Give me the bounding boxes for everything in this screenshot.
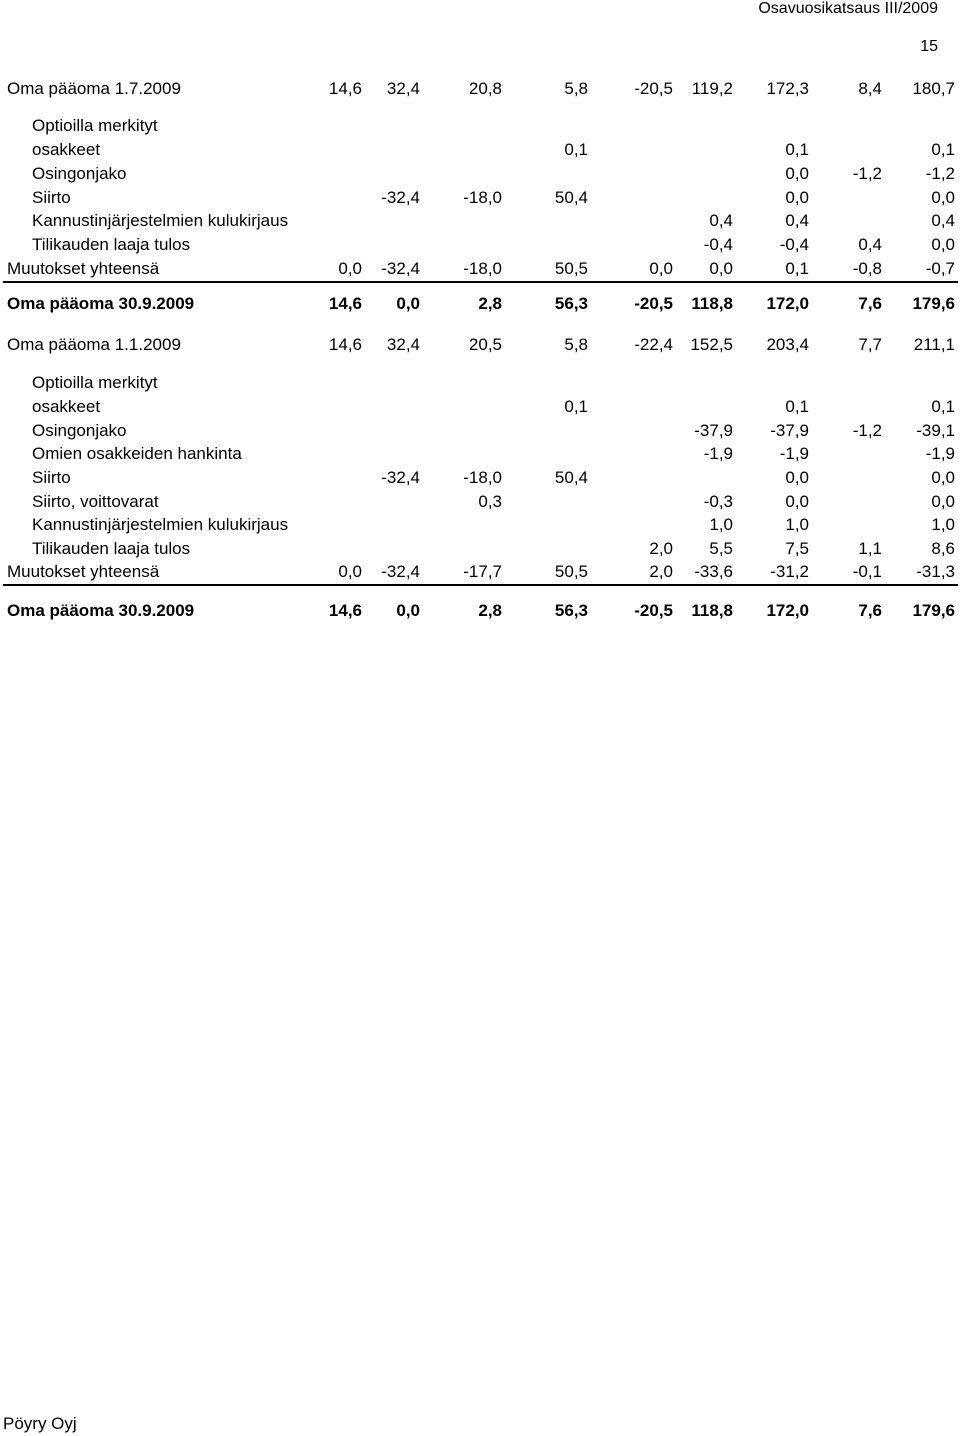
- table-cell: 56,3: [554, 601, 588, 620]
- table-cell: -37,9: [770, 421, 809, 440]
- table-cell: 50,5: [554, 259, 588, 278]
- row-label: Omien osakkeiden hankinta: [32, 444, 242, 463]
- table-cell: 20,5: [468, 335, 502, 354]
- table-cell: 2,8: [478, 601, 502, 620]
- table-cell: 152,5: [690, 335, 733, 354]
- table-cell: 1,0: [931, 515, 955, 534]
- table-cell: -0,3: [703, 492, 733, 511]
- row-label: Osingonjako: [32, 421, 127, 440]
- table-row: [0, 421, 960, 443]
- table-cell: 32,4: [386, 335, 420, 354]
- table-cell: 1,0: [785, 515, 809, 534]
- table-cell: -0,8: [852, 259, 882, 278]
- table-cell: 8,4: [858, 79, 882, 98]
- table-cell: 2,8: [478, 294, 502, 313]
- table-cell: 0,1: [931, 397, 955, 416]
- row-label: Optioilla merkityt: [32, 373, 158, 392]
- table-cell: 0,0: [785, 492, 809, 511]
- table-row: [0, 140, 960, 162]
- table-row: [0, 116, 960, 138]
- table-cell: -31,3: [916, 562, 955, 581]
- table-row: [0, 444, 960, 466]
- table-cell: 7,6: [858, 601, 882, 620]
- table-row: [0, 468, 960, 490]
- table-cell: 0,0: [396, 601, 420, 620]
- row-label: Siirto, voittovarat: [32, 492, 159, 511]
- table-cell: -0,7: [925, 259, 955, 278]
- table-cell: 180,7: [912, 79, 955, 98]
- equity-statement-table: [0, 0, 960, 640]
- table-cell: 0,1: [785, 140, 809, 159]
- table-cell: -32,4: [381, 468, 420, 487]
- table-cell: 0,0: [931, 468, 955, 487]
- table-cell: 7,6: [858, 294, 882, 313]
- table-cell: 0,0: [338, 259, 362, 278]
- table-cell: 7,5: [785, 539, 809, 558]
- table-row: [0, 373, 960, 395]
- table-cell: 0,0: [649, 259, 673, 278]
- table-row: [0, 397, 960, 419]
- table-cell: -32,4: [381, 188, 420, 207]
- table-row-changes-total: [0, 259, 960, 281]
- row-label: Muutokset yhteensä: [7, 259, 160, 278]
- table-cell: 0,4: [709, 211, 733, 230]
- table-row-closing-balance: [0, 601, 960, 623]
- table-cell: 5,8: [564, 335, 588, 354]
- table-cell: 2,0: [649, 562, 673, 581]
- table-cell: -1,2: [925, 164, 955, 183]
- table-row: [0, 211, 960, 233]
- table-cell: 172,0: [766, 294, 809, 313]
- table-cell: -18,0: [463, 468, 502, 487]
- table-cell: -1,9: [925, 444, 955, 463]
- table-cell: -33,6: [694, 562, 733, 581]
- table-cell: -17,7: [463, 562, 502, 581]
- row-label: osakkeet: [32, 397, 101, 416]
- table-cell: -39,1: [916, 421, 955, 440]
- table-cell: 0,0: [338, 562, 362, 581]
- table-cell: -1,2: [852, 164, 882, 183]
- row-label: Oma pääoma 1.1.2009: [7, 335, 181, 354]
- row-label: Kannustinjärjestelmien kulukirjaus: [32, 211, 289, 230]
- table-cell: 56,3: [554, 294, 588, 313]
- table-cell: 7,7: [858, 335, 882, 354]
- table-cell: 0,4: [858, 235, 882, 254]
- total-rule: [3, 584, 958, 586]
- table-cell: -32,4: [381, 562, 420, 581]
- table-cell: 0,1: [564, 140, 588, 159]
- table-cell: 0,0: [396, 294, 420, 313]
- page-number: 15: [920, 38, 938, 55]
- table-cell: 2,0: [649, 539, 673, 558]
- row-label: Tilikauden laaja tulos: [32, 235, 191, 254]
- row-label: Oma pääoma 30.9.2009: [7, 601, 195, 620]
- table-cell: -1,9: [703, 444, 733, 463]
- table-cell: 14,6: [328, 294, 362, 313]
- table-cell: 172,0: [766, 601, 809, 620]
- table-row: [0, 188, 960, 210]
- table-row: [0, 164, 960, 186]
- table-cell: 0,1: [785, 397, 809, 416]
- table-cell: 0,0: [785, 188, 809, 207]
- table-cell: 0,0: [931, 492, 955, 511]
- row-label: Optioilla merkityt: [32, 116, 158, 135]
- table-cell: 0,3: [478, 492, 502, 511]
- total-rule: [3, 281, 958, 283]
- table-cell: 0,0: [785, 468, 809, 487]
- table-cell: -32,4: [381, 259, 420, 278]
- table-cell: 1,1: [858, 539, 882, 558]
- report-header-title: Osavuosikatsaus III/2009: [758, 0, 938, 17]
- table-cell: 14,6: [328, 79, 362, 98]
- row-label: Osingonjako: [32, 164, 127, 183]
- table-cell: 0,4: [931, 211, 955, 230]
- row-label: Muutokset yhteensä: [7, 562, 160, 581]
- company-footer: Pöyry Oyj: [3, 1414, 77, 1433]
- table-cell: 50,4: [554, 188, 588, 207]
- table-cell: 5,8: [564, 79, 588, 98]
- table-cell: 8,6: [931, 539, 955, 558]
- table-cell: -18,0: [463, 259, 502, 278]
- row-label: osakkeet: [32, 140, 101, 159]
- table-cell: 1,0: [709, 515, 733, 534]
- table-cell: 0,1: [785, 259, 809, 278]
- table-cell: 118,8: [691, 294, 733, 313]
- table-row-closing-balance: [0, 294, 960, 316]
- table-cell: 0,1: [564, 397, 588, 416]
- table-cell: -0,1: [852, 562, 882, 581]
- table-cell: -1,9: [779, 444, 809, 463]
- row-label: Oma pääoma 1.7.2009: [7, 79, 181, 98]
- row-label: Tilikauden laaja tulos: [32, 539, 191, 558]
- table-cell: 0,4: [785, 211, 809, 230]
- table-cell: -20,5: [634, 294, 673, 313]
- row-label: Siirto: [32, 468, 71, 487]
- table-cell: -0,4: [779, 235, 809, 254]
- table-cell: -20,5: [634, 79, 673, 98]
- table-cell: 50,4: [554, 468, 588, 487]
- table-cell: -18,0: [463, 188, 502, 207]
- table-cell: 0,0: [709, 259, 733, 278]
- table-cell: 179,6: [912, 601, 955, 620]
- table-cell: -1,2: [852, 421, 882, 440]
- table-row: [0, 235, 960, 257]
- table-cell: 172,3: [766, 79, 809, 98]
- table-cell: 32,4: [386, 79, 420, 98]
- table-cell: 0,0: [931, 188, 955, 207]
- row-label: Oma pääoma 30.9.2009: [7, 294, 195, 313]
- table-row-opening-balance-q3: [0, 79, 960, 101]
- table-cell: 14,6: [328, 601, 362, 620]
- table-cell: -20,5: [634, 601, 673, 620]
- table-cell: -22,4: [634, 335, 673, 354]
- table-cell: 50,5: [554, 562, 588, 581]
- row-label: Kannustinjärjestelmien kulukirjaus: [32, 515, 289, 534]
- table-cell: 179,6: [912, 294, 955, 313]
- table-cell: 20,8: [468, 79, 502, 98]
- table-row-changes-total: [0, 562, 960, 584]
- table-cell: 118,8: [691, 601, 733, 620]
- table-row: [0, 539, 960, 561]
- table-cell: 203,4: [766, 335, 809, 354]
- row-label: Siirto: [32, 188, 71, 207]
- table-cell: 14,6: [328, 335, 362, 354]
- table-row-opening-balance-year: [0, 335, 960, 357]
- table-cell: 5,5: [709, 539, 733, 558]
- table-cell: -31,2: [770, 562, 809, 581]
- table-row: [0, 492, 960, 514]
- table-cell: 0,0: [785, 164, 809, 183]
- table-cell: 211,1: [913, 335, 955, 354]
- table-cell: -37,9: [694, 421, 733, 440]
- table-row: [0, 515, 960, 537]
- table-cell: 0,1: [931, 140, 955, 159]
- table-cell: -0,4: [703, 235, 733, 254]
- table-cell: 119,2: [691, 79, 733, 98]
- table-cell: 0,0: [931, 235, 955, 254]
